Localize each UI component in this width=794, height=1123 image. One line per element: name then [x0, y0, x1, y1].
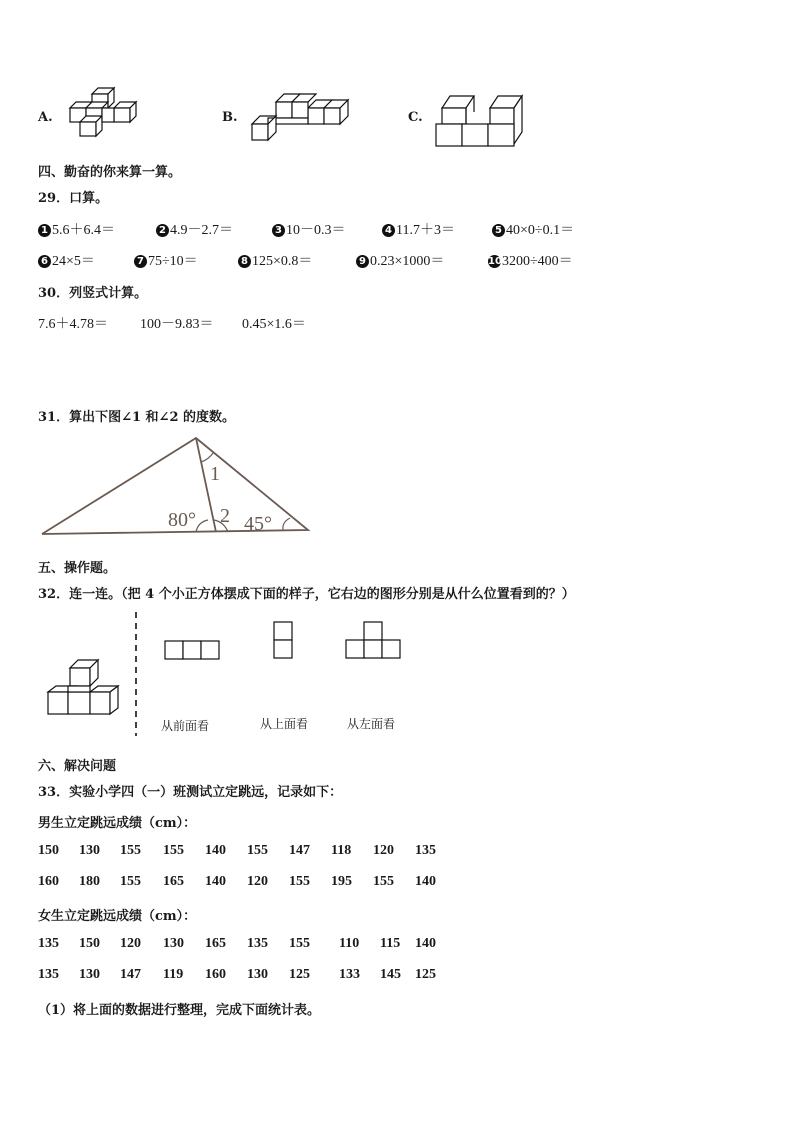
q29-item-8: [238, 250, 312, 270]
score-cell: 155: [120, 843, 141, 858]
option-c-label: C.: [408, 110, 423, 125]
option-a-label: A.: [38, 110, 53, 125]
q29-item-1: [38, 219, 115, 239]
q33-sub1: （1）将上面的数据进行整理，完成下面统计表。: [38, 1003, 321, 1018]
view-three-squares: [164, 640, 224, 662]
score-cell: 155: [163, 843, 184, 858]
score-cell: 140: [415, 936, 436, 951]
score-cell: 130: [163, 936, 184, 951]
score-cell: 125: [289, 967, 310, 982]
score-cell: 180: [79, 874, 100, 889]
q33-title: 33．实验小学四（一）班测试立定跳远，记录如下：: [38, 785, 343, 800]
expr: 11.7＋3＝: [396, 223, 455, 238]
score-cell: 140: [415, 874, 436, 889]
view-two-stacked: [273, 621, 297, 663]
option-b-label: B.: [222, 110, 238, 125]
score-cell: 145: [380, 967, 401, 982]
score-cell: 120: [247, 874, 268, 889]
score-cell: 135: [415, 843, 436, 858]
num-badge: 9: [356, 255, 369, 268]
score-cell: 140: [205, 843, 226, 858]
q30-item-1: 7.6＋4.78＝: [38, 317, 108, 332]
girls-label: 女生立定跳远成绩（cm）：: [38, 909, 197, 924]
option-b-cubes: [248, 92, 348, 144]
q29-item-2: [156, 219, 233, 239]
score-cell: 110: [339, 936, 360, 951]
score-cell: 155: [289, 936, 310, 951]
boys-label: 男生立定跳远成绩（cm）：: [38, 816, 197, 831]
score-cell: 125: [415, 967, 436, 982]
num-badge: 5: [492, 224, 505, 237]
q29-item-4: [382, 219, 455, 239]
q31-title: 31．算出下图∠1 和∠2 的度数。: [38, 410, 236, 425]
q29-item-9: [356, 250, 444, 270]
angle1-label: 1: [210, 463, 220, 485]
score-cell: 150: [79, 936, 100, 951]
score-cell: 135: [38, 936, 59, 951]
score-cell: 133: [339, 967, 360, 982]
q30-title: 30．列竖式计算。: [38, 286, 148, 301]
score-cell: 135: [38, 967, 59, 982]
expr: 40×0÷0.1＝: [506, 223, 575, 238]
q29-title: 29．口算。: [38, 191, 109, 206]
q29-item-7: [134, 250, 198, 270]
angle-45-label: 45°: [244, 513, 272, 535]
num-badge: 1: [38, 224, 51, 237]
score-cell: 130: [79, 967, 100, 982]
score-cell: 115: [380, 936, 401, 951]
q32-cube-stack: [44, 658, 126, 718]
score-cell: 119: [163, 967, 184, 982]
expr: 5.6＋6.4＝: [52, 223, 115, 238]
score-cell: 118: [331, 843, 352, 858]
num-badge: 6: [38, 255, 51, 268]
expr: 125×0.8＝: [252, 254, 313, 269]
score-cell: 130: [79, 843, 100, 858]
section5-title: 五、操作题。: [38, 561, 117, 576]
score-cell: 160: [205, 967, 226, 982]
angle2-label: 2: [220, 505, 230, 527]
q29-item-6: [38, 250, 95, 270]
view-label-top: 从上面看: [260, 717, 309, 731]
expr: 4.9－2.7＝: [170, 223, 233, 238]
num-badge: 3: [272, 224, 285, 237]
num-badge: 4: [382, 224, 395, 237]
score-cell: 135: [247, 936, 268, 951]
score-cell: 155: [373, 874, 394, 889]
score-cell: 160: [38, 874, 59, 889]
num-badge: 8: [238, 255, 251, 268]
q29-item-10: [488, 250, 573, 270]
angle-80-label: 80°: [168, 509, 196, 531]
expr: 75÷10＝: [148, 254, 198, 269]
score-cell: 150: [38, 843, 59, 858]
score-cell: 147: [289, 843, 310, 858]
score-cell: 165: [163, 874, 184, 889]
score-cell: 130: [247, 967, 268, 982]
q32-title: 32．连一连。（把 4 个小正方体摆成下面的样子，它右边的图形分别是从什么位置看到的？）: [38, 587, 575, 602]
expr: 0.23×1000＝: [370, 254, 445, 269]
view-label-left: 从左面看: [347, 717, 396, 731]
score-cell: 155: [289, 874, 310, 889]
score-cell: 147: [120, 967, 141, 982]
section4-title: 四、勤奋的你来算一算。: [38, 165, 182, 180]
view-label-front: 从前面看: [161, 719, 210, 733]
score-cell: 120: [373, 843, 394, 858]
score-cell: 155: [247, 843, 268, 858]
score-cell: 155: [120, 874, 141, 889]
num-badge: 7: [134, 255, 147, 268]
triangle-figure: [38, 432, 313, 542]
expr: 3200÷400＝: [502, 254, 573, 269]
option-c-cubes: [432, 94, 528, 148]
q30-item-3: 0.45×1.6＝: [242, 317, 306, 332]
expr: 24×5＝: [52, 254, 95, 269]
option-a-cubes: [62, 86, 152, 136]
score-cell: 165: [205, 936, 226, 951]
section6-title: 六、解决问题: [38, 759, 117, 774]
q29-item-5: [492, 219, 574, 239]
score-cell: 120: [120, 936, 141, 951]
view-t-shape: [345, 621, 405, 663]
q29-item-3: [272, 219, 346, 239]
num-badge: 10: [488, 256, 502, 267]
expr: 10－0.3＝: [286, 223, 346, 238]
score-cell: 195: [331, 874, 352, 889]
dashed-divider: [134, 612, 138, 736]
num-badge: 2: [156, 224, 169, 237]
score-cell: 140: [205, 874, 226, 889]
q30-item-2: 100－9.83＝: [140, 317, 214, 332]
